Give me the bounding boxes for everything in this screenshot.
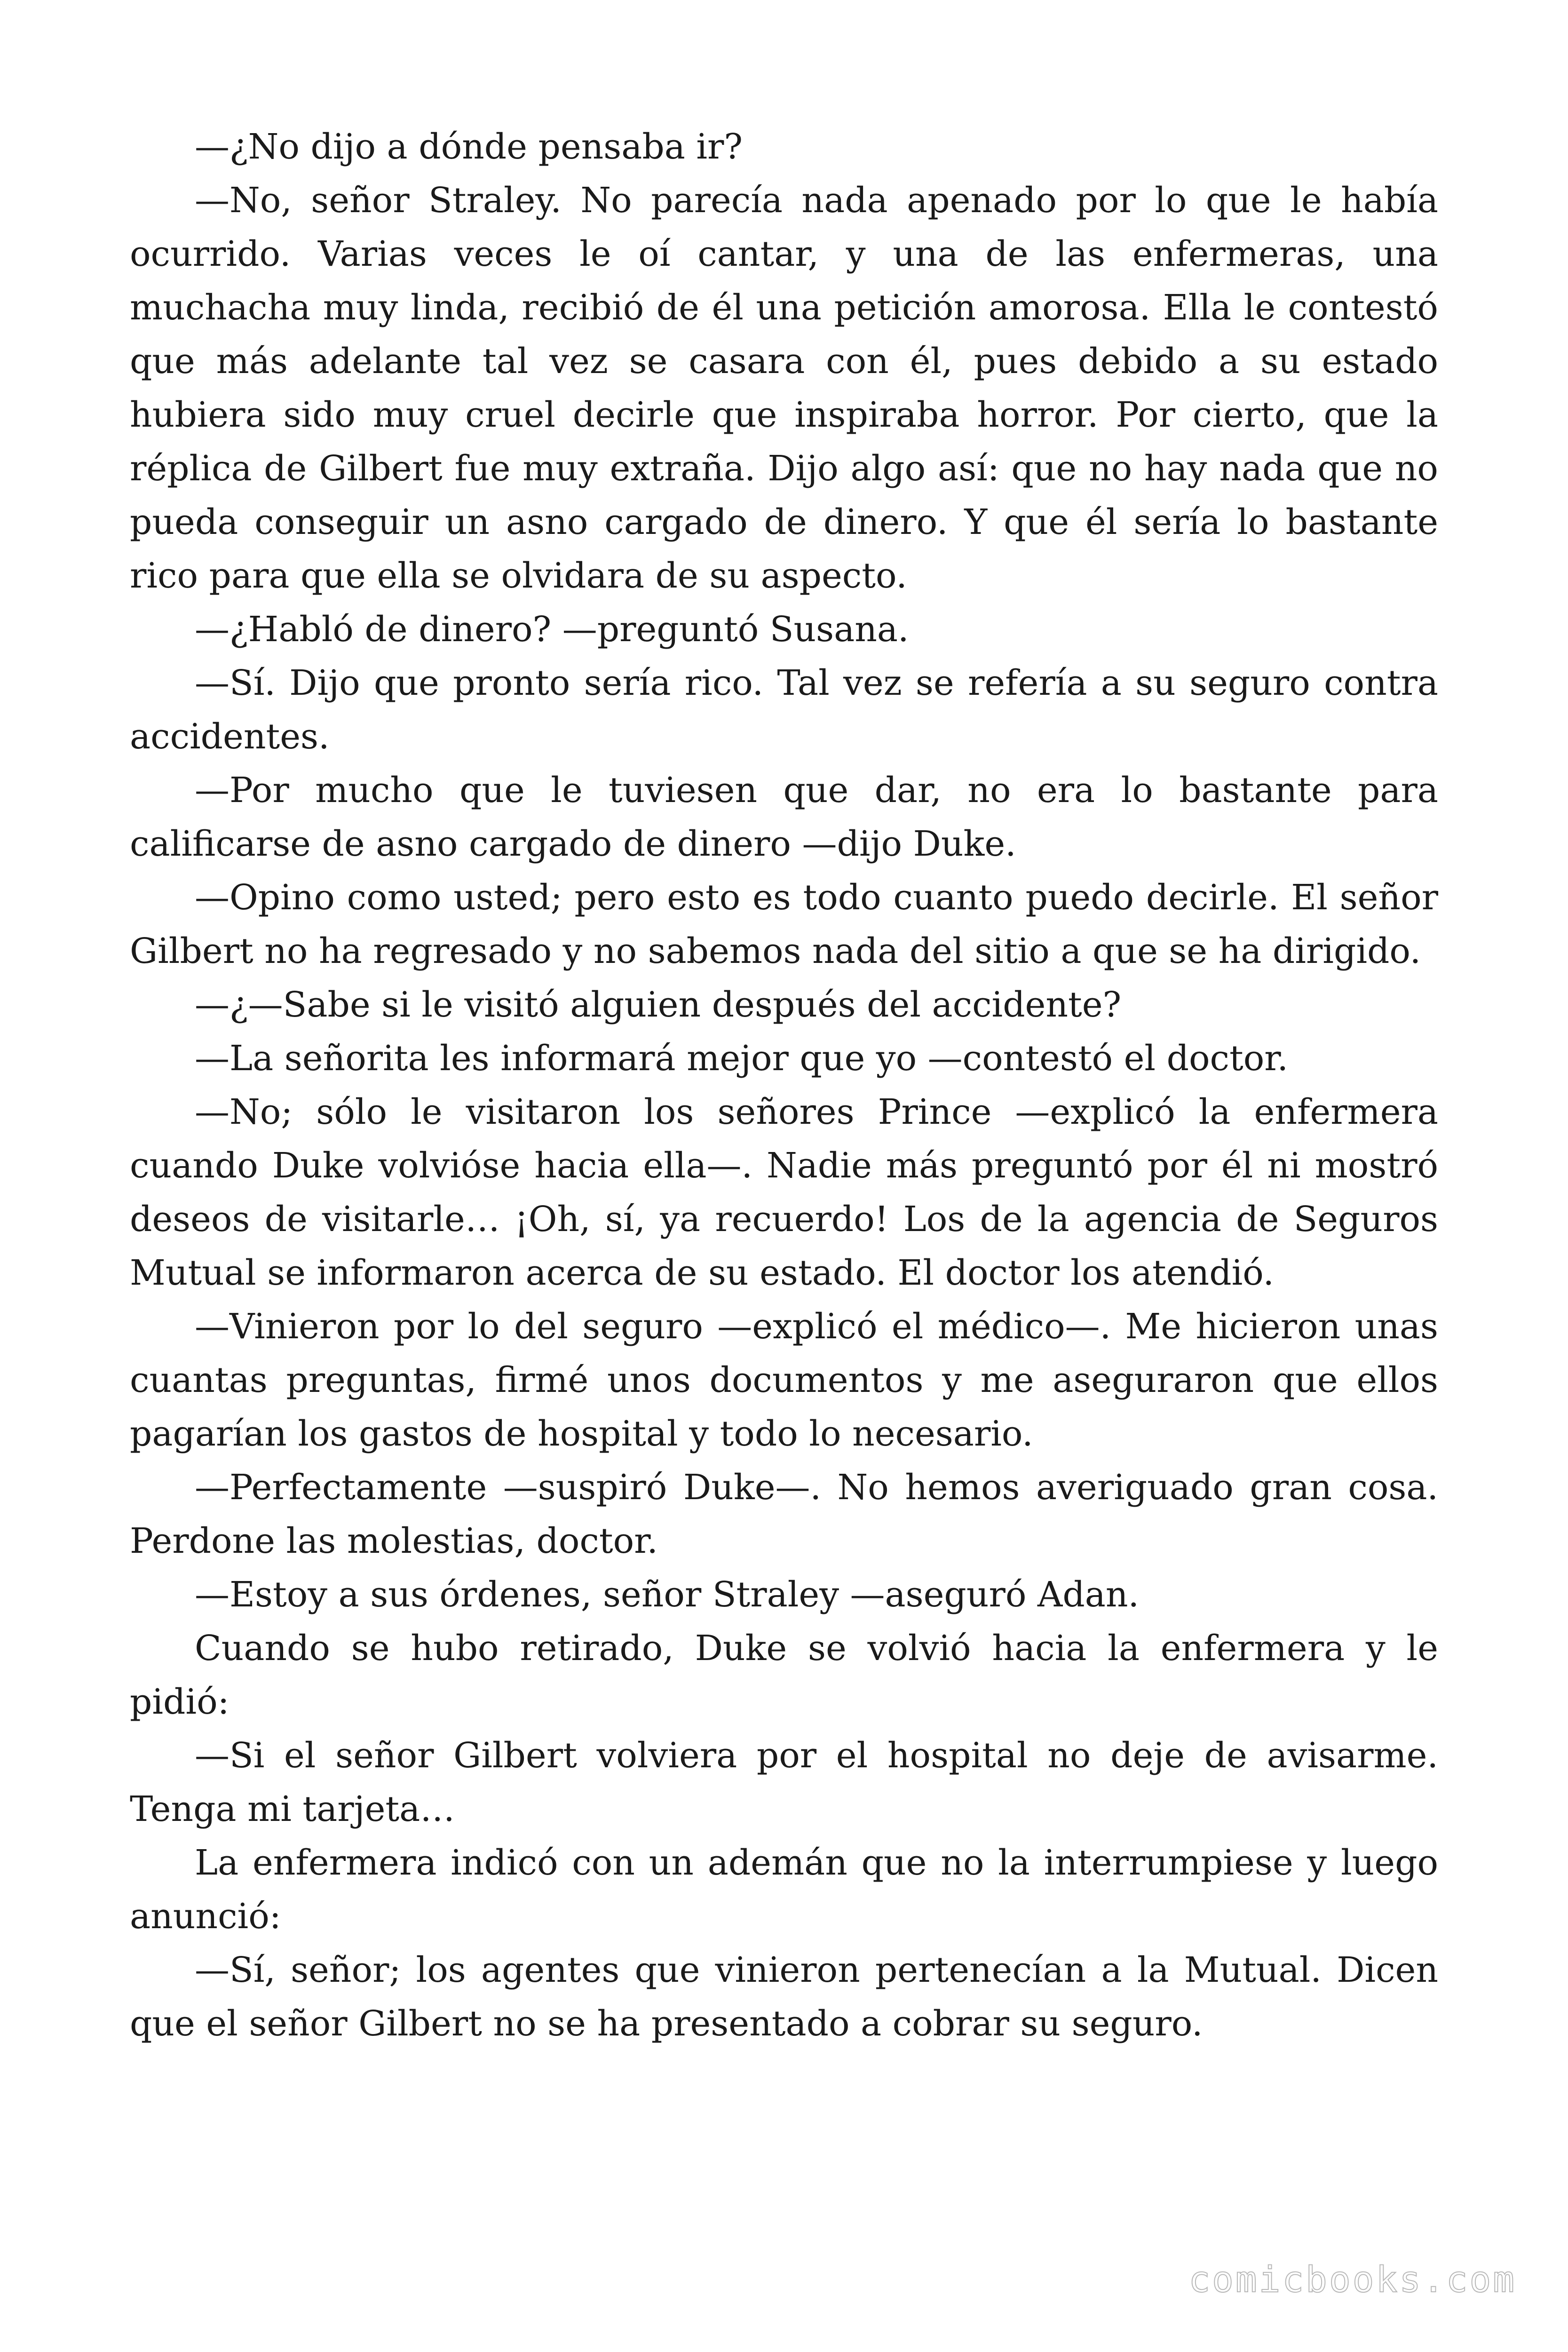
paragraph: —Sí. Dijo que pronto sería rico. Tal vez se refería a su seguro contra accidentes. xyxy=(130,663,1438,757)
paragraph: —Por mucho que le tuviesen que dar, no era lo bastante para calificarse de asno cargado de dinero —dijo Duke. xyxy=(130,770,1438,864)
body-text xyxy=(130,120,1438,2050)
paragraph: —¿Habló de dinero? —preguntó Susana. xyxy=(195,609,909,650)
paragraph: —Vinieron por lo del seguro —explicó el médico—. Me hicieron unas cuantas preguntas, firmé unos documentos y me aseguraron que ellos pagarían los gastos de hospital y todo lo necesario. xyxy=(130,1306,1438,1454)
paragraph: —No, señor Straley. No parecía nada apenado por lo que le había ocurrido. Varias veces le oí cantar, y una de las enfermeras, una muchacha muy linda, recibió de él una petición amorosa. Ella le contestó que más adelante tal vez se casara con él, pues debido a su estado hubiera sido muy cruel decirle que inspiraba horror. Por cierto, que la réplica de Gilbert fue muy extraña. Dijo algo así: que no hay nada que no pueda conseguir un asno cargado de dinero. Y que él sería lo bastante rico para que ella se olvidara de su aspecto. xyxy=(130,180,1438,596)
paragraph: —Sí, señor; los agentes que vinieron pertenecían a la Mutual. Dicen que el señor Gilbert no se ha presentado a cobrar su seguro. xyxy=(130,1950,1438,2044)
paragraph: —¿—Sabe si le visitó alguien después del accidente? xyxy=(195,985,1122,1025)
paragraph: Cuando se hubo retirado, Duke se volvió hacia la enfermera y le pidió: xyxy=(130,1628,1438,1722)
paragraph: —No; sólo le visitaron los señores Prince —explicó la enfermera cuando Duke volvióse hacia ella—. Nadie más preguntó por él ni mostró deseos de visitarle… ¡Oh, sí, ya recuerdo! Los de la agencia de Seguros Mutual se informaron acerca de su estado. El doctor los atendió. xyxy=(130,1092,1438,1293)
paragraph: —¿No dijo a dónde pensaba ir? xyxy=(195,127,743,167)
watermark-logo: comicbooks.com xyxy=(1188,2258,1516,2300)
paragraph: —Estoy a sus órdenes, señor Straley —aseguró Adan. xyxy=(195,1574,1140,1615)
paragraph: —Si el señor Gilbert volviera por el hospital no deje de avisarme. Tenga mi tarjeta… xyxy=(130,1735,1438,1829)
paragraph: —Opino como usted; pero esto es todo cuanto puedo decirle. El señor Gilbert no ha regresado y no sabemos nada del sitio a que se ha dirigido. xyxy=(130,877,1438,971)
paragraph: La enfermera indicó con un ademán que no la interrumpiese y luego anunció: xyxy=(130,1843,1438,1937)
paragraph: —Perfectamente —suspiró Duke—. No hemos averiguado gran cosa. Perdone las molestias, doctor. xyxy=(130,1467,1438,1561)
paragraph: —La señorita les informará mejor que yo —contestó el doctor. xyxy=(195,1038,1289,1079)
